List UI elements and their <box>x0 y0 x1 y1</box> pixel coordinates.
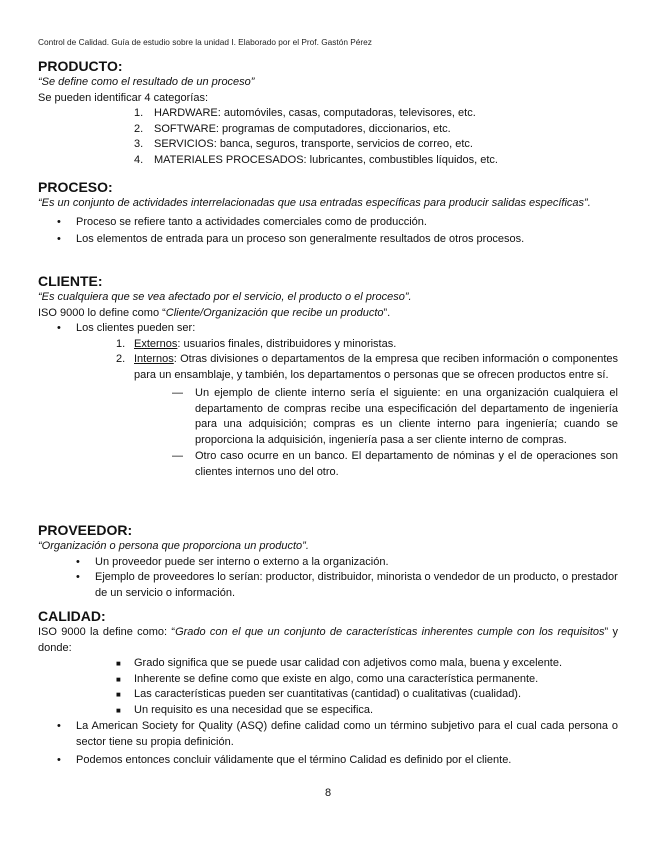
list-number: 1. <box>116 337 126 350</box>
bullet-item <box>38 719 618 750</box>
section-cliente <box>38 272 618 480</box>
page-number: 8 <box>324 787 332 799</box>
bullet-icon: • <box>76 555 80 568</box>
bullet-item <box>38 321 618 337</box>
list-text: : Otras divisiones o departamentos de la empresa que reciben información o componentes para un ensamblaje, y también, los departamentos o personas que se ofrecen productos entre sí. <box>134 353 618 381</box>
section-title: PRODUCTO: <box>38 58 123 74</box>
list-number: 2. <box>116 353 126 365</box>
list-number: 3. <box>134 138 144 150</box>
list-text: SOFTWARE: programas de computadores, diccionarios, etc. <box>154 122 451 135</box>
section-title: CLIENTE: <box>38 273 103 289</box>
bullet-text: Grado significa que se puede usar calidad con adjetivos como mala, buena y excelente. <box>134 657 563 669</box>
bullet-text: Inherente se define como que existe en algo, como una característica permanente. <box>134 672 539 685</box>
bullet-icon: • <box>57 322 61 334</box>
bullet-icon: • <box>57 215 61 228</box>
list-number: 1. <box>134 107 144 119</box>
bullet-text: Un requisito es una necesidad que se especifica. <box>134 703 374 716</box>
square-bullet-icon: ■ <box>116 705 121 715</box>
square-bullet-item <box>38 703 618 719</box>
square-bullet-icon: ■ <box>116 690 121 699</box>
iso-prefix: ISO 9000 la define como: “ <box>38 626 176 638</box>
list-text: HARDWARE: automóviles, casas, computadoras, televisores, etc. <box>154 107 476 119</box>
bullet-icon: • <box>57 754 61 766</box>
section-title: PROVEEDOR: <box>38 522 133 538</box>
example-text: Un ejemplo de cliente interno sería el siguiente: en una organización cualquiera el departamento de compras recibe una especificación del departamento de ingeniería para una adquisición; compras es un cliente interno para ingeniería; cuando se proporciona la adquisición, ingeniería pasa a ser cliente interno de compras. <box>195 387 618 446</box>
list-item <box>38 122 618 138</box>
bullet-icon: • <box>57 233 61 245</box>
bullet-item <box>38 555 618 571</box>
section-title: CALIDAD: <box>38 608 106 624</box>
square-bullet-item <box>38 672 618 688</box>
bullet-item <box>38 215 618 231</box>
iso-quote: Cliente/Organización que recibe un producto <box>165 306 384 319</box>
list-text: MATERIALES PROCESADOS: lubricantes, combustibles líquidos, etc. <box>154 153 498 166</box>
list-text: : usuarios finales, distribuidores y minoristas. <box>177 337 397 350</box>
intro-text: Se pueden identificar 4 categorías: <box>38 91 209 104</box>
dash-icon: — <box>172 450 183 462</box>
bullet-text: Las características pueden ser cuantitativas (cantidad) o cualitativas (cualidad). <box>134 688 522 700</box>
bullet-item <box>38 753 618 769</box>
iso-suffix: ” y donde: <box>38 626 618 654</box>
example-text: Otro caso ocurre en un banco. El departamento de nóminas y el de operaciones son clientes internos uno del otro. <box>195 450 618 478</box>
bullet-icon: • <box>76 571 80 583</box>
list-item <box>38 337 618 353</box>
iso-prefix: ISO 9000 lo define como “ <box>38 306 166 319</box>
definition: “Es cualquiera que se vea afectado por el servicio, el producto o el proceso”. <box>38 291 412 303</box>
bullet-icon: • <box>57 720 61 732</box>
list-term: Internos <box>134 353 174 365</box>
list-text: SERVICIOS: banca, seguros, transporte, servicios de correo, etc. <box>154 138 473 150</box>
list-term: Externos <box>134 337 178 350</box>
definition: “Es un conjunto de actividades interrelacionadas que usa entradas específicas para producir salidas específicas”. <box>38 197 591 209</box>
iso-quote: Grado con el que un conjunto de características inherentes cumple con los requisitos <box>175 626 605 638</box>
bullet-item <box>38 570 618 601</box>
bullet-text: Ejemplo de proveedores lo serían: productor, distribuidor, minorista o vendedor de un producto, o prestador de un servicio o información. <box>95 571 618 599</box>
example-item <box>38 449 618 480</box>
section-producto <box>38 57 618 168</box>
bullet-text: La American Society for Quality (ASQ) define calidad como un término subjetivo para el cual cada persona o sector tiene su propia definición. <box>76 720 618 748</box>
list-item <box>38 352 618 383</box>
square-bullet-icon: ■ <box>116 659 121 668</box>
definition: “Se define como el resultado de un proceso” <box>38 76 255 88</box>
bullet-text: Los elementos de entrada para un proceso son generalmente resultados de otros procesos. <box>76 233 525 245</box>
iso-suffix: ”. <box>383 306 391 319</box>
section-proveedor <box>38 521 618 601</box>
bullet-text: Los clientes pueden ser: <box>76 322 196 334</box>
list-item <box>38 137 618 153</box>
example-item <box>38 386 618 448</box>
square-bullet-item <box>38 656 618 672</box>
iso-definition <box>38 306 618 322</box>
bullet-text: Podemos entonces concluir válidamente que el término Calidad es definido por el cliente. <box>76 754 512 766</box>
section-calidad <box>38 607 618 769</box>
square-bullet-icon: ■ <box>116 674 121 684</box>
iso-definition <box>38 625 618 656</box>
section-proceso <box>38 178 618 248</box>
list-number: 2. <box>134 122 144 135</box>
bullet-text: Proceso se refiere tanto a actividades comerciales como de producción. <box>76 215 427 228</box>
list-item <box>38 106 618 122</box>
dash-icon: — <box>172 387 183 399</box>
bullet-text: Un proveedor puede ser interno o externo a la organización. <box>95 555 389 568</box>
section-title: PROCESO: <box>38 179 113 195</box>
list-number: 4. <box>134 153 144 166</box>
bullet-item <box>38 232 618 248</box>
square-bullet-item <box>38 687 618 703</box>
definition: “Organización o persona que proporciona un producto”. <box>38 540 309 552</box>
page-header: Control de Calidad. Guía de estudio sobre la unidad I. Elaborado por el Prof. Gastón Pérez <box>38 37 372 47</box>
list-item <box>38 153 618 169</box>
